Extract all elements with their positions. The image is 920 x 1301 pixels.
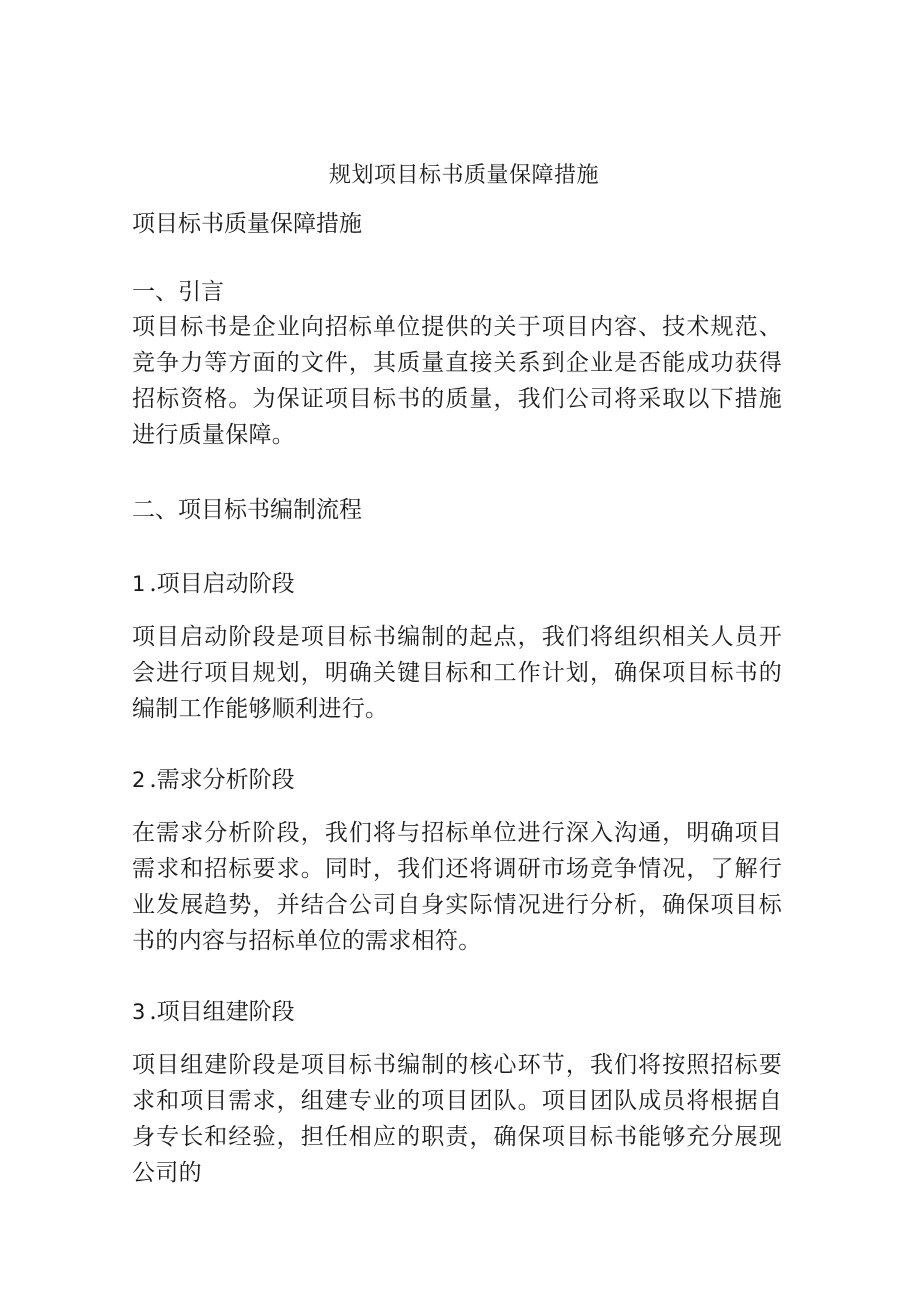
- step-number: 2: [132, 768, 146, 792]
- document-subtitle: 项目标书质量保障措施: [132, 211, 362, 237]
- step-title: .项目组建阶段: [149, 999, 295, 1025]
- section-heading-process: 二、项目标书编制流程: [132, 497, 362, 523]
- document-title: 规划项目标书质量保障措施: [328, 163, 599, 188]
- section-heading-intro: 一、引言: [132, 279, 224, 305]
- step-heading-2: [132, 763, 782, 797]
- step-heading-3: [132, 995, 782, 1029]
- step-paragraph-1: 项目启动阶段是项目标书编制的起点，我们将组织相关人员开会进行项目规划，明确关键目标和工作计划，确保项目标书的编制工作能够顺利进行。: [132, 624, 782, 722]
- step-number: 1: [132, 572, 146, 596]
- document-body: [132, 207, 782, 1191]
- step-title: .项目启动阶段: [149, 571, 295, 597]
- step-paragraph-3: 项目组建阶段是项目标书编制的核心环节，我们将按照招标要求和项目需求，组建专业的项目团队。项目团队成员将根据自身专长和经验，担任相应的职责，确保项目标书能够充分展现公司的: [132, 1052, 782, 1186]
- step-title: .需求分析阶段: [149, 767, 295, 793]
- step-paragraph-2: 在需求分析阶段，我们将与招标单位进行深入沟通，明确项目需求和招标要求。同时，我们还将调研市场竞争情况，了解行业发展趋势，并结合公司自身实际情况进行分析，确保项目标书的内容与招标单位的需求相符。: [132, 820, 782, 954]
- step-number: 3: [132, 1000, 146, 1024]
- step-heading-1: [132, 567, 782, 601]
- intro-paragraph: 项目标书是企业向招标单位提供的关于项目内容、技术规范、竞争力等方面的文件，其质量直接关系到企业是否能成功获得招标资格。为保证项目标书的质量，我们公司将采取以下措施进行质量保障。: [132, 314, 782, 448]
